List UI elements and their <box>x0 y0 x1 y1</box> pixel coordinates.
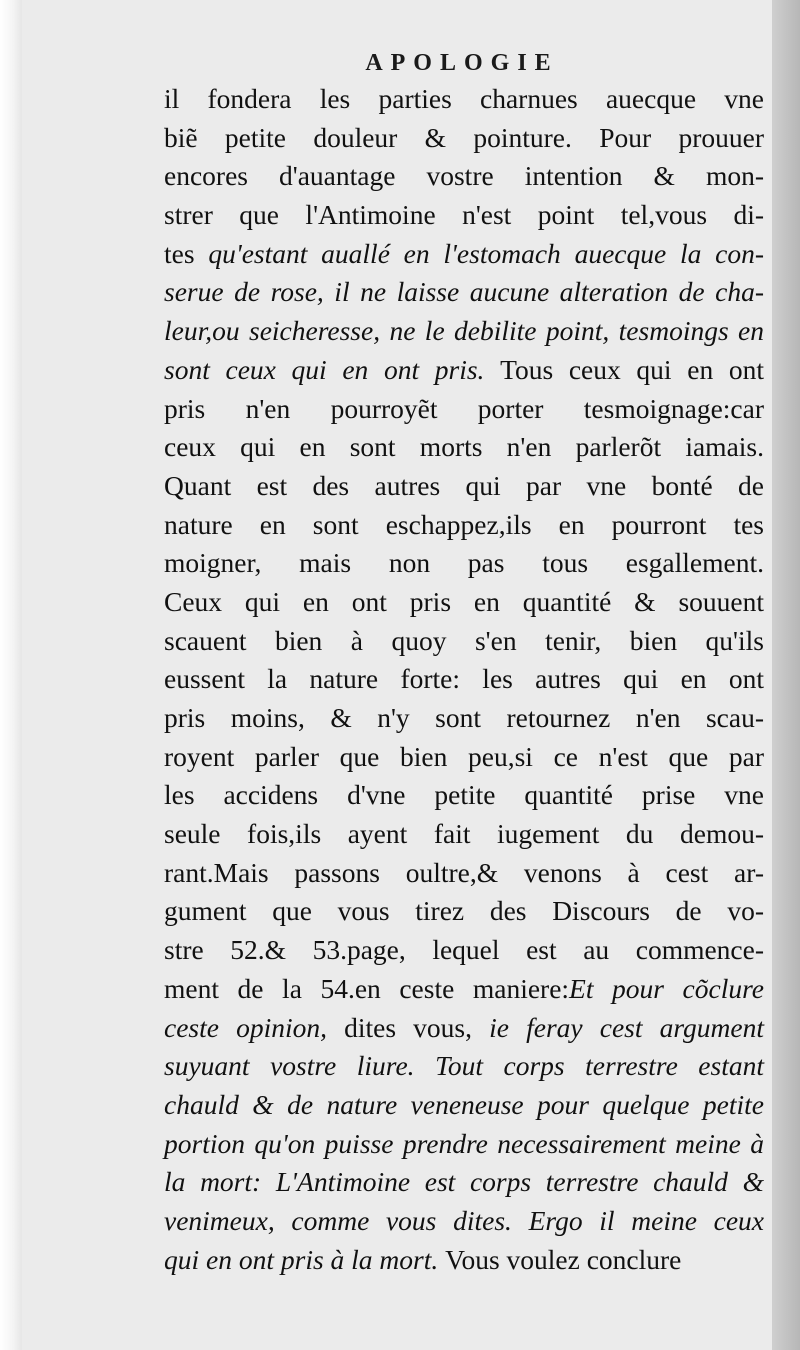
roman-text: ceux qui en sont morts n'en parlerõt iamais. <box>164 431 764 463</box>
text-line <box>164 583 764 622</box>
italic-text: venimeux, comme vous dites. Ergo il meine ceux <box>164 1204 764 1236</box>
text-line <box>164 738 764 777</box>
roman-text: dites vous, <box>344 1011 490 1043</box>
roman-text: rant.Mais passons oultre,& venons à cest ar- <box>164 856 764 888</box>
roman-text: Ceux qui en ont pris en quantité & souuent <box>164 585 764 617</box>
roman-text: pris n'en pourroyẽt porter tesmoignage:car <box>164 392 764 424</box>
text-line <box>164 428 764 467</box>
text-line <box>164 699 764 738</box>
text-line <box>164 467 764 506</box>
text-line <box>164 312 764 351</box>
page-gutter <box>0 0 22 1350</box>
text-line <box>164 80 764 119</box>
roman-text: Tous ceux qui en ont <box>500 353 764 385</box>
italic-text: chauld & de nature veneneuse pour quelque petite <box>164 1088 764 1120</box>
roman-text: stre 52.& 53.page, lequel est au commence- <box>164 934 764 966</box>
roman-text: tes <box>164 237 209 269</box>
page-edge-shadow <box>772 0 800 1350</box>
roman-text: biẽ petite douleur & pointure. Pour prouuer <box>164 121 764 153</box>
text-line <box>164 622 764 661</box>
roman-text: gument que vous tirez des Discours de vo- <box>164 895 764 927</box>
roman-text: seule fois,ils ayent fait iugement du demou- <box>164 818 764 850</box>
italic-text: portion qu'on puisse prendre necessairement meine à <box>164 1127 764 1159</box>
roman-text: strer que l'Antimoine n'est point tel,vous di- <box>164 199 764 231</box>
running-head: APOLOGIE <box>365 50 559 76</box>
roman-text: royent parler que bien peu,si ce n'est que par <box>164 740 764 772</box>
italic-text: leur,ou seicheresse, ne le debilite point, tesmoings en <box>164 315 764 347</box>
text-line <box>164 1202 764 1241</box>
roman-text: ment de la 54.en ceste maniere: <box>164 972 570 1004</box>
text-line <box>164 1009 764 1048</box>
italic-text: sont ceux qui en ont pris. <box>164 353 501 385</box>
italic-text: serue de rose, il ne laisse aucune alteration de cha- <box>164 276 764 308</box>
text-line <box>164 1241 764 1280</box>
italic-text: qui en ont pris à la mort. <box>164 1243 446 1275</box>
text-line <box>164 119 764 158</box>
text-line <box>164 196 764 235</box>
text-line <box>164 660 764 699</box>
text-line <box>164 157 764 196</box>
text-line <box>164 1125 764 1164</box>
text-line <box>164 892 764 931</box>
roman-text: les accidens d'vne petite quantité prise vne <box>164 779 764 811</box>
roman-text: scauent bien à quoy s'en tenir, bien qu'ils <box>164 624 764 656</box>
roman-text: nature en sont eschappez,ils en pourront tes <box>164 508 764 540</box>
roman-text: moigner, mais non pas tous esgallement. <box>164 547 764 579</box>
roman-text: eussent la nature forte: les autres qui en ont <box>164 663 764 695</box>
text-line <box>164 970 764 1009</box>
text-line <box>164 235 764 274</box>
italic-text: ie feray cest argument <box>489 1011 765 1043</box>
text-line <box>164 854 764 893</box>
text-line <box>164 390 764 429</box>
text-line <box>164 544 764 583</box>
body-text <box>164 80 764 1279</box>
italic-text: qu'estant auallé en l'estomach auecque la con- <box>208 237 764 269</box>
roman-text: pris moins, & n'y sont retournez n'en scau- <box>164 702 764 733</box>
text-line <box>164 815 764 854</box>
text-line <box>164 506 764 545</box>
italic-text: ceste opinion, <box>164 1011 345 1043</box>
text-line <box>164 1163 764 1202</box>
text-line <box>164 1086 764 1125</box>
text-line <box>164 1047 764 1086</box>
roman-text: Vous voulez conclure <box>445 1243 682 1275</box>
italic-text: suyuant vostre liure. Tout corps terrestre estant <box>164 1050 764 1082</box>
text-line <box>164 931 764 970</box>
text-line <box>164 273 764 312</box>
italic-text: la mort: L'Antimoine est corps terrestre chauld & <box>164 1166 764 1198</box>
italic-text: Et pour cõclure <box>569 972 764 1004</box>
roman-text: encores d'auantage vostre intention & mon- <box>164 160 764 192</box>
roman-text: Quant est des autres qui par vne bonté de <box>164 469 764 501</box>
text-line <box>164 351 764 390</box>
roman-text: il fondera les parties charnues auecque vne <box>164 83 764 114</box>
text-line <box>164 776 764 815</box>
